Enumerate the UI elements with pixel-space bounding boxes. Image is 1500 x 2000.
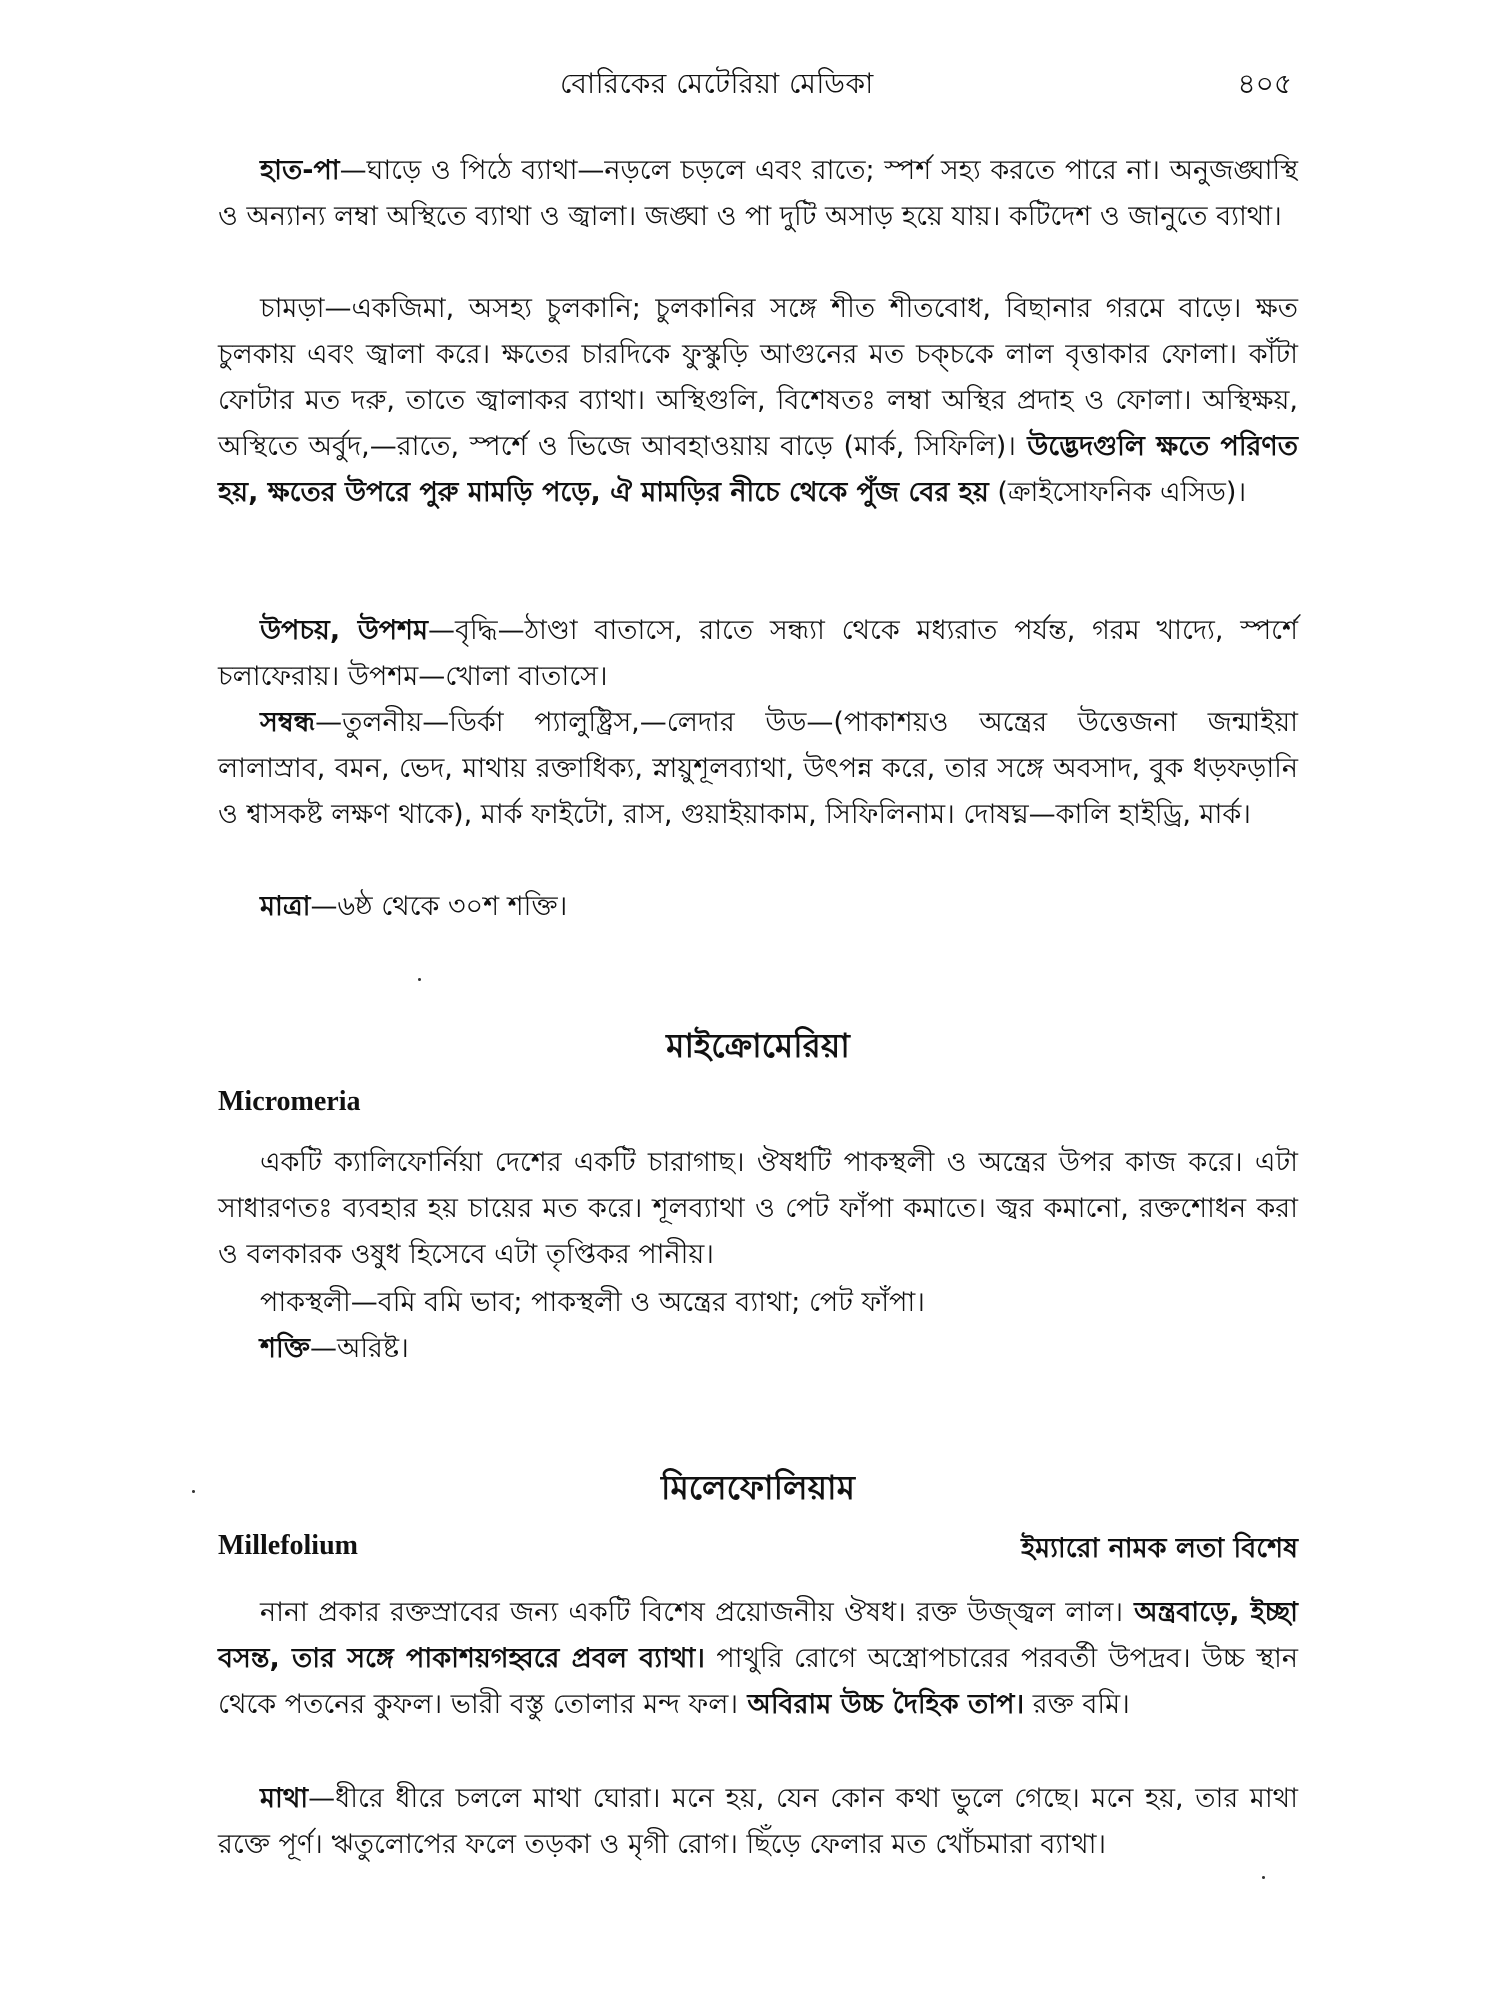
- section-title-millefolium: মিলেফোলিয়াম: [661, 1468, 855, 1507]
- paragraph-label: চামড়া: [260, 293, 325, 324]
- paragraph-dose: [218, 884, 1298, 930]
- latin-name-millefolium: Millefolium: [218, 1530, 358, 1561]
- latin-name-micromeria: Micromeria: [218, 1086, 361, 1117]
- paragraph-text: —৬ষ্ঠ থেকে ৩০শ শক্তি।: [310, 891, 568, 922]
- paragraph-label: সম্বন্ধ: [260, 707, 316, 738]
- paragraph-bold-text: অন্ত্রবাড়ে, ইচ্ছা বসন্ত, তার সঙ্গে পাকাশয়গহ্বরে প্রবল ব্যাথা।: [218, 1597, 1298, 1674]
- paragraph-bold-text: উদ্ভেদগুলি ক্ষতে পরিণত হয়, ক্ষতের উপরে পুরু মামড়ি পড়ে, ঐ মামড়ির নীচে থেকে পুঁজ বের হয়: [218, 431, 1298, 508]
- paragraph-label: মাথা: [260, 1783, 309, 1814]
- paragraph-label: হাত-পা: [260, 155, 340, 186]
- paragraph-label: মাত্রা: [260, 891, 311, 922]
- scan-speck: [192, 1490, 195, 1493]
- paragraph-tail: (ক্রাইসোফনিক এসিড)।: [988, 477, 1247, 508]
- common-name-millefolium: ইম্যারো নামক লতা বিশেষ: [1021, 1533, 1298, 1564]
- paragraph-micromeria-intro: একটি ক্যালিফোর্নিয়া দেশের একটি চারাগাছ। ঔষধটি পাকস্থলী ও অন্ত্রের উপর কাজ করে। এটা সাধারণতঃ ব্যবহার হয় চায়ের মত করে। শূলব্যাথা ও পেট ফাঁপা কমাতে। জ্বর কমানো, রক্তশোধন করা ও বলকারক ওষুধ হিসেবে এটা তৃপ্তিকর পানীয়।: [218, 1147, 1298, 1270]
- paragraph-text: পাথুরি রোগে অস্ত্রোপচারের পরবর্তী উপদ্রব। উচ্চ স্থান থেকে পতনের কুফল। ভারী বস্তু তোলার মন্দ ফল।: [218, 1643, 1298, 1720]
- paragraph-text: —বমি বমি ভাব; পাকস্থলী ও অন্ত্রের ব্যাথা; পেট ফাঁপা।: [350, 1287, 925, 1318]
- page-number: ৪০৫: [1237, 67, 1292, 100]
- paragraph-label: উপচয়, উপশম: [260, 615, 429, 646]
- paragraph-modalities: [218, 608, 1298, 700]
- section-title-micromeria: মাইক্রোমেরিয়া: [666, 1026, 850, 1065]
- paragraph-stomach: [218, 1280, 1298, 1326]
- paragraph-head: [218, 1776, 1298, 1868]
- paragraph-text: —একজিমা, অসহ্য চুলকানি; চুলকানির সঙ্গে শীত শীতবোধ, বিছানার গরমে বাড়ে। ক্ষত চুলকায় এবং জ্বালা করে। ক্ষতের চারদিকে ফুস্কুড়ি আগুনের মত চক্‌চকে লাল বৃত্তাকার ফোলা। কাঁটা ফোটার মত দরু, তাতে জ্বালাকর ব্যাথা। অস্থিগুলি, বিশেষতঃ লম্বা অস্থির প্রদাহ ও ফোলা। অস্থিক্ষয়, অস্থিতে অর্বুদ,—রাতে, স্পর্শে ও ভিজে আবহাওয়ায় বাড়ে (মার্ক, সিফিলি)।: [218, 293, 1298, 462]
- paragraph-text: —ধীরে ধীরে চললে মাথা ঘোরা। মনে হয়, যেন কোন কথা ভুলে গেছে। মনে হয়, তার মাথা রক্তে পূর্ণ। ঋতুলোপের ফলে তড়কা ও মৃগী রোগ। ছিঁড়ে ফেলার মত খোঁচমারা ব্যাথা।: [218, 1783, 1298, 1860]
- paragraph-potency: [218, 1326, 1298, 1372]
- paragraph-label: পাকস্থলী: [260, 1287, 351, 1318]
- paragraph-text: —ঘাড়ে ও পিঠে ব্যাথা—নড়লে চড়লে এবং রাতে; স্পর্শ সহ্য করতে পারে না। অনুজঙ্ঘাস্থি ও অন্যান্য লম্বা অস্থিতে ব্যাথা ও জ্বালা। জঙ্ঘা ও পা দুটি অসাড় হয়ে যায়। কটিদেশ ও জানুতে ব্যাথা।: [218, 155, 1298, 232]
- paragraph-millefolium-intro: [218, 1590, 1298, 1728]
- paragraph-relationship: [218, 700, 1298, 838]
- scan-speck: [418, 978, 421, 981]
- paragraph-bold-text: অবিরাম উচ্চ দৈহিক তাপ।: [738, 1689, 1025, 1720]
- running-title: বোরিকের মেটেরিয়া মেডিকা: [560, 67, 874, 100]
- paragraph-limbs: [218, 148, 1298, 240]
- paragraph-text: নানা প্রকার রক্তস্রাবের জন্য একটি বিশেষ প্রয়োজনীয় ঔষধ। রক্ত উজ্জ্বল লাল।: [260, 1597, 1124, 1628]
- paragraph-text: —বৃদ্ধি—ঠাণ্ডা বাতাসে, রাতে সন্ধ্যা থেকে মধ্যরাত পর্যন্ত, গরম খাদ্যে, স্পর্শে চলাফেরায়। উপশম—খোলা বাতাসে।: [218, 615, 1298, 692]
- scan-speck: [1262, 1876, 1265, 1879]
- paragraph-text: —অরিষ্ট।: [309, 1333, 409, 1364]
- paragraph-tail: রক্ত বমি।: [1024, 1689, 1130, 1720]
- paragraph-text: —তুলনীয়—ডির্কা প্যালুষ্ট্রিস,—লেদার উড—(পাকাশয়ও অন্ত্রের উত্তেজনা জন্মাইয়া লালাস্রাব, বমন, ভেদ, মাথায় রক্তাধিক্য, স্নায়ুশূলব্যাথা, উৎপন্ন করে, তার সঙ্গে অবসাদ, বুক ধড়ফড়ানি ও শ্বাসকষ্ট লক্ষণ থাকে), মার্ক ফাইটো, রাস, গুয়াইয়াকাম, সিফিলিনাম। দোষঘ্ন—কালি হাইড্রি, মার্ক।: [218, 707, 1298, 830]
- paragraph-label: শক্তি: [260, 1333, 310, 1364]
- paragraph-skin: [218, 286, 1298, 516]
